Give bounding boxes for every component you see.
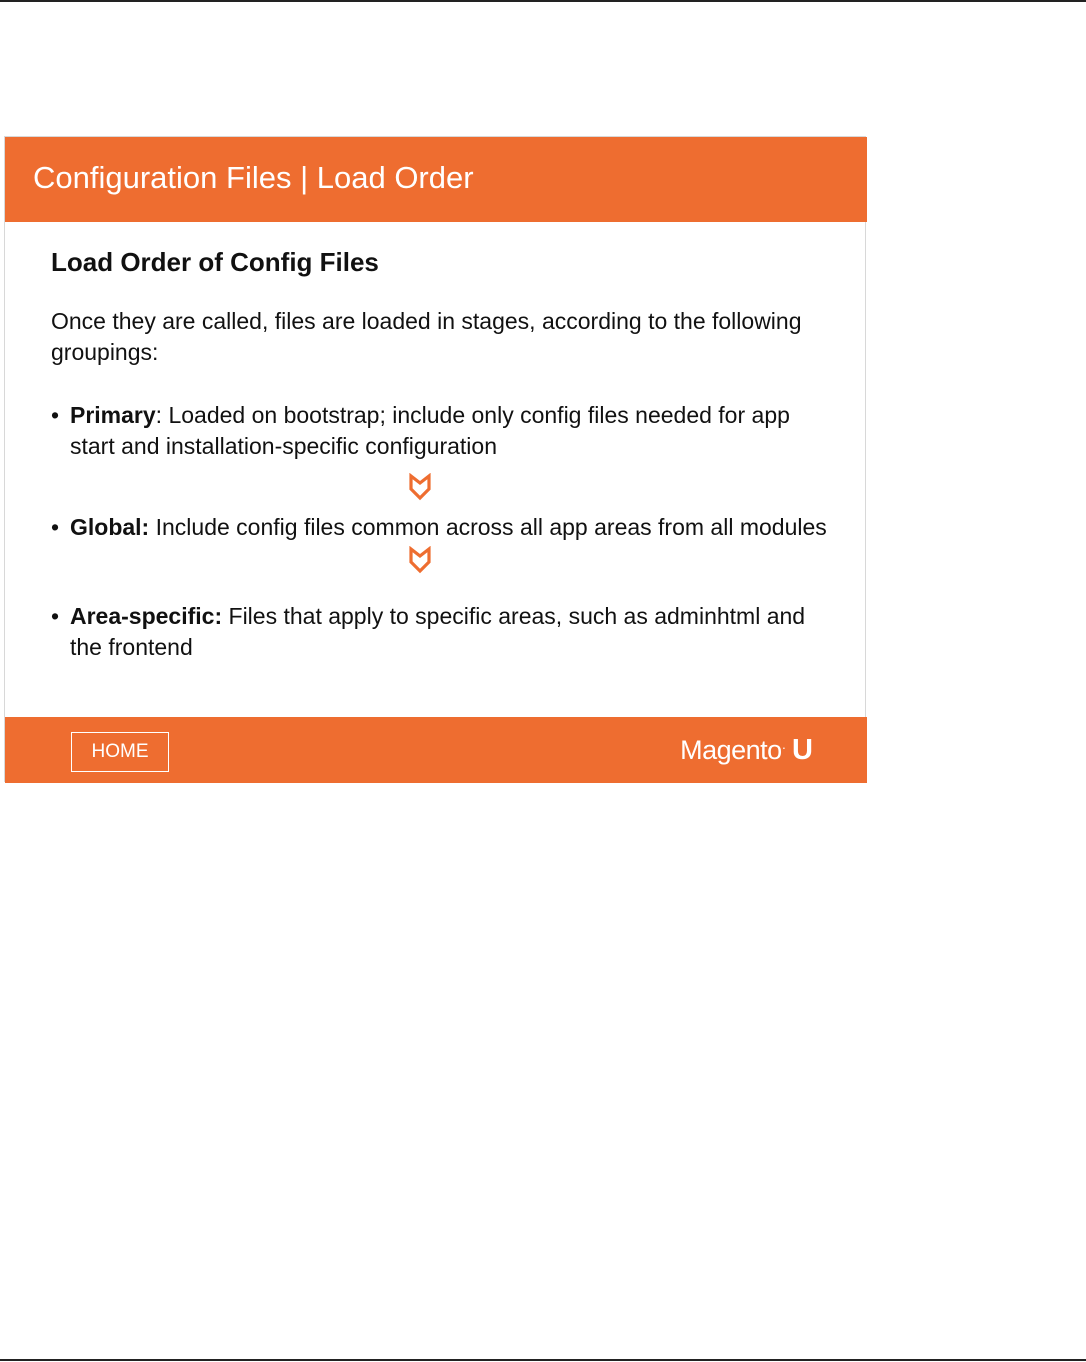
slide-content [51,245,841,663]
brand-suffix: U [792,734,813,766]
brand-name: Magento [680,735,782,765]
page-top-rule [0,0,1086,2]
bullet-description: : Loaded on bootstrap; include only config files needed for app start and installation-specific configuration [70,402,790,459]
bullet-description: Files that apply to specific areas, such as adminhtml and the frontend [70,603,806,660]
brand-mark: · [781,740,787,755]
content-heading: Load Order of Config Files [51,247,379,277]
slide-footer [5,717,867,783]
bullet-marker: • [51,514,60,540]
list-item-area-specific [51,601,841,663]
slide-header [5,137,867,222]
bullet-marker: • [51,603,60,629]
brand-logo [680,733,813,772]
load-order-list [51,400,841,663]
list-item-global [51,512,841,543]
flow-arrow-row [51,543,841,601]
bullet-description: Include config files common across all app areas from all modules [149,514,827,540]
slide [4,136,866,782]
bullet-term: Primary [70,402,156,428]
page-bottom-rule [0,1359,1086,1361]
bullet-term: Area-specific: [70,603,223,629]
bullet-term: Global: [70,514,150,540]
chevron-down-icon [408,546,432,574]
list-item-primary [51,400,841,462]
bullet-marker: • [51,402,60,428]
flow-arrow-row [51,462,841,512]
chevron-down-icon [408,473,432,501]
home-button[interactable]: HOME [71,732,169,772]
slide-title: Configuration Files | Load Order [33,160,474,195]
intro-text: Once they are called, files are loaded in stages, according to the following groupings: [51,308,802,365]
